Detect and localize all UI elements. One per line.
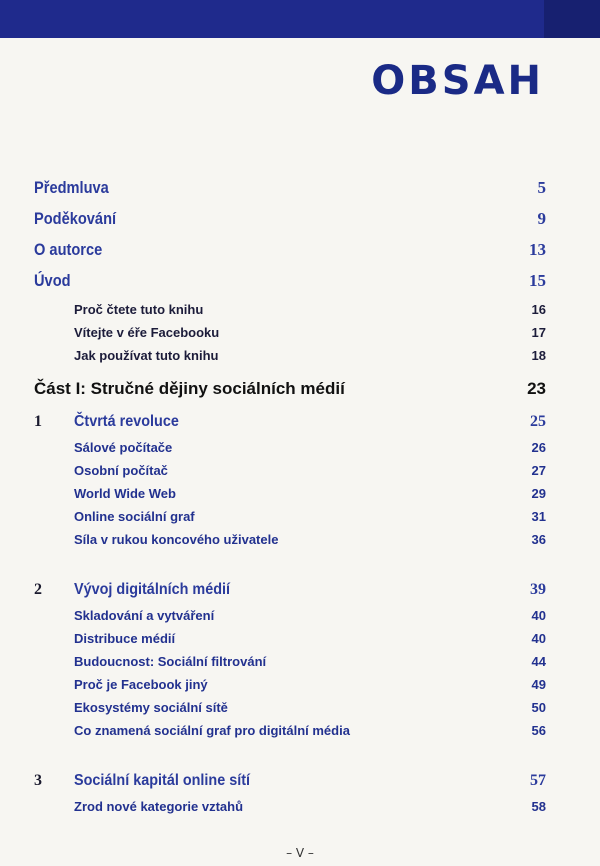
toc-entry-label: Skladování a vytváření: [74, 608, 215, 623]
toc-chapter-title: [34, 413, 191, 431]
toc-entry-label: Jak používat tuto knihu: [74, 348, 219, 363]
toc-entry-label: World Wide Web: [74, 486, 176, 501]
toc-chapter-title: [34, 581, 247, 599]
toc-entry-label: Online sociální graf: [74, 509, 195, 524]
toc-chapter-1[interactable]: [34, 413, 546, 440]
toc-section-entry[interactable]: [34, 348, 546, 371]
toc-section-entry[interactable]: [34, 440, 546, 463]
toc-entry-page: 50: [531, 700, 546, 715]
toc-entry-label: Předmluva: [34, 178, 109, 197]
toc-entry-label: Co znamená sociální graf pro digitální média: [74, 723, 350, 738]
spacer: [34, 555, 546, 581]
toc-section-entry[interactable]: [34, 677, 546, 700]
spacer: [34, 746, 546, 772]
toc-chapter-label: Čtvrtá revoluce: [74, 413, 179, 430]
toc-entry-page: 27: [531, 463, 546, 478]
toc-entry-podekovani[interactable]: [34, 209, 546, 240]
toc-chapter-page: 39: [530, 581, 546, 598]
toc-chapter-title: [34, 772, 270, 790]
toc-entry-o-autorce[interactable]: [34, 240, 546, 271]
toc-section-entry[interactable]: [34, 700, 546, 723]
toc-section-entry[interactable]: [34, 302, 546, 325]
toc-entry-page: 16: [531, 302, 546, 317]
toc-entry-label: Ekosystémy sociální sítě: [74, 700, 228, 715]
toc-entry-label: Distribuce médií: [74, 631, 176, 646]
toc-section-entry[interactable]: [34, 325, 546, 348]
table-of-contents: [34, 178, 546, 822]
toc-entry-page: 15: [529, 271, 546, 290]
toc-chapter-page: 57: [530, 772, 546, 789]
toc-entry-page: 26: [531, 440, 546, 455]
toc-entry-label: Budoucnost: Sociální filtrování: [74, 654, 267, 669]
toc-entry-page: 31: [531, 509, 546, 524]
toc-section-entry[interactable]: [34, 631, 546, 654]
toc-section-entry[interactable]: [34, 486, 546, 509]
toc-section-entry[interactable]: [34, 723, 546, 746]
toc-entry-label: Proč čtete tuto knihu: [74, 302, 204, 317]
header-bar-accent: [544, 0, 600, 38]
toc-entry-page: 44: [531, 654, 546, 669]
toc-section-entry[interactable]: [34, 463, 546, 486]
toc-chapter-number: 1: [34, 413, 42, 430]
page-title: OBSAH: [371, 58, 544, 104]
toc-part-page: 23: [527, 379, 546, 398]
toc-entry-label: Úvod: [34, 271, 71, 290]
toc-entry-label: Zrod nové kategorie vztahů: [74, 799, 244, 814]
toc-entry-page: 17: [531, 325, 546, 340]
toc-entry-page: 56: [531, 723, 546, 738]
toc-part-heading[interactable]: [34, 379, 546, 413]
toc-section-entry[interactable]: [34, 654, 546, 677]
toc-part-label: Část I: Stručné dějiny sociálních médií: [34, 379, 345, 398]
toc-chapter-label: Sociální kapitál online sítí: [74, 772, 251, 789]
toc-entry-page: 13: [529, 240, 546, 259]
toc-section-entry[interactable]: [34, 608, 546, 631]
toc-entry-page: 18: [531, 348, 546, 363]
toc-section-entry[interactable]: [34, 532, 546, 555]
toc-entry-label: Proč je Facebook jiný: [74, 677, 208, 692]
header-bar: [0, 0, 600, 38]
toc-entry-label: Osobní počítač: [74, 463, 168, 478]
toc-entry-page: 36: [531, 532, 546, 547]
toc-entry-label: Sálové počítače: [74, 440, 173, 455]
toc-entry-label: O autorce: [34, 240, 103, 259]
toc-entry-uvod[interactable]: [34, 271, 546, 302]
toc-entry-page: 5: [537, 178, 546, 197]
toc-chapter-page: 25: [530, 413, 546, 430]
toc-chapter-2[interactable]: [34, 581, 546, 608]
toc-entry-predmluva[interactable]: [34, 178, 546, 209]
toc-chapter-label: Vývoj digitálních médií: [74, 581, 231, 598]
toc-section-entry[interactable]: [34, 509, 546, 532]
toc-entry-label: Poděkování: [34, 209, 117, 228]
toc-entry-page: 29: [531, 486, 546, 501]
toc-entry-label: Vítejte v éře Facebooku: [74, 325, 220, 340]
toc-section-entry[interactable]: [34, 799, 546, 822]
toc-entry-page: 9: [537, 209, 546, 228]
toc-entry-page: 40: [531, 608, 546, 623]
toc-chapter-number: 3: [34, 772, 42, 789]
toc-chapter-number: 2: [34, 581, 42, 598]
toc-entry-page: 40: [531, 631, 546, 646]
toc-entry-label: Síla v rukou koncového uživatele: [74, 532, 279, 547]
toc-chapter-3[interactable]: [34, 772, 546, 799]
page-number: – V –: [286, 846, 314, 860]
toc-entry-page: 49: [531, 677, 546, 692]
toc-entry-page: 58: [531, 799, 546, 814]
